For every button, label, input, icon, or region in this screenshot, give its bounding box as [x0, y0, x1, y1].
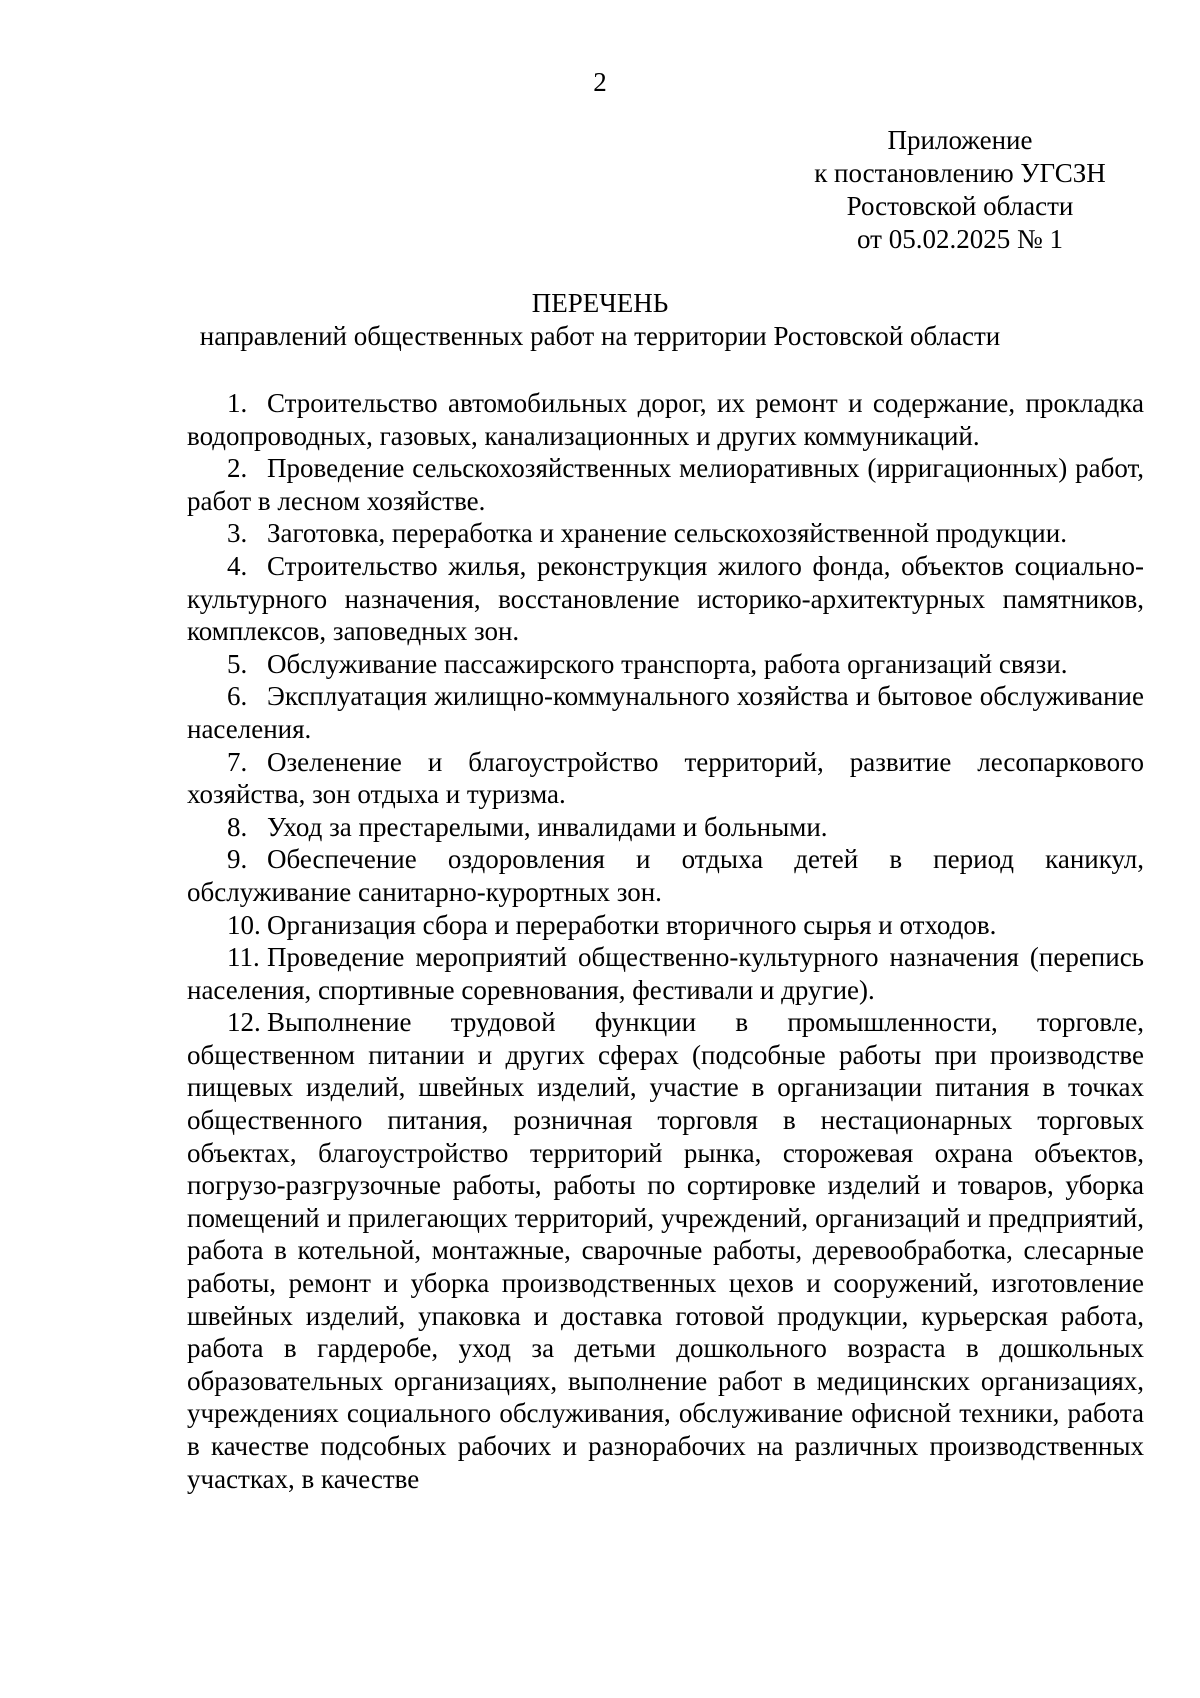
- list-item: [187, 843, 1144, 908]
- item-text: Обслуживание пассажирского транспорта, работа организаций связи.: [267, 648, 1068, 679]
- list-item: [187, 811, 1144, 844]
- item-number: 5.: [227, 648, 248, 679]
- item-number: 6.: [227, 681, 248, 712]
- appendix-line: к постановлению УГСЗН: [814, 158, 1106, 188]
- document-subtitle: направлений общественных работ на территории Ростовской области: [199, 321, 1001, 351]
- item-text: Организация сбора и переработки вторичного сырья и отходов.: [267, 909, 997, 940]
- item-text: Выполнение трудовой функции в промышленности, торговле, общественном питании и других сферах (подсобные работы при производстве пищевых изделий, швейных изделий, участие в организации питания в точках общественного питания, розничная торговля в нестационарных торговых объектах, благоустройство территорий рынка, сторожевая охрана объектов, погрузо-разгрузочные работы, работы по сортировке изделий и товаров, уборка помещений и прилегающих территорий, учреждений, организаций и предприятий, работа в котельной, монтажные, сварочные работы, деревообработка, слесарные работы, ремонт и уборка производственных цехов и сооружений, изготовление швейных изделий, упаковка и доставка готовой продукции, курьерская работа, работа в гардеробе, уход за детьми дошкольного возраста в дошкольных образовательных организациях, выполнение работ в медицинских организациях, учреждениях социального обслуживания, обслуживание офисной техники, работа в качестве подсобных рабочих и разнорабочих на различных производственных участках, в качестве: [187, 1007, 1144, 1494]
- list-item: [187, 680, 1144, 745]
- list-item: [187, 648, 1144, 681]
- appendix-block: [760, 124, 1160, 256]
- appendix-line: Ростовской области: [846, 191, 1074, 221]
- item-text: Озеленение и благоустройство территорий, развитие лесопаркового хозяйства, зон отдыха и туризма.: [187, 746, 1144, 810]
- item-text: Проведение мероприятий общественно-культурного назначения (перепись населения, спортивные соревнования, фестивали и другие).: [187, 942, 1144, 1005]
- item-number: 10.: [227, 909, 261, 940]
- item-number: 4.: [227, 550, 248, 581]
- item-text: Заготовка, переработка и хранение сельскохозяйственной продукции.: [267, 518, 1067, 549]
- appendix-line: Приложение: [887, 125, 1033, 155]
- item-number: 9.: [227, 844, 248, 875]
- item-text: Обеспечение оздоровления и отдыха детей в период каникул, обслуживание санитарно-курортных зон.: [187, 844, 1144, 907]
- list-item: [187, 517, 1144, 550]
- list-item: [187, 746, 1144, 811]
- item-text: Эксплуатация жилищно-коммунального хозяйства и бытовое обслуживание населения.: [187, 681, 1144, 744]
- item-number: 7.: [227, 746, 248, 777]
- list-item: [187, 550, 1144, 648]
- document-title: ПЕРЕЧЕНЬ: [531, 288, 669, 318]
- item-number: 12.: [227, 1007, 261, 1038]
- work-directions-list: [187, 387, 1144, 1495]
- item-number: 2.: [227, 453, 248, 484]
- list-item: [187, 1006, 1144, 1495]
- list-item: [187, 909, 1144, 942]
- item-number: 1.: [227, 388, 248, 418]
- item-number: 3.: [227, 518, 248, 549]
- item-text: Проведение сельскохозяйственных мелиоративных (ирригационных) работ, работ в лесном хозяйстве.: [187, 453, 1144, 516]
- item-text: Уход за престарелыми, инвалидами и больными.: [267, 811, 828, 842]
- item-number: 11.: [227, 942, 260, 973]
- item-text: Строительство жилья, реконструкция жилого фонда, объектов социально-культурного назначения, восстановление историко-архитектурных памятников, комплексов, заповедных зон.: [187, 550, 1144, 647]
- list-item: [187, 387, 1144, 452]
- item-text: Строительство автомобильных дорог, их ремонт и содержание, прокладка водопроводных, газовых, канализационных и других коммуникаций.: [187, 388, 1144, 451]
- page-number: 2: [593, 67, 607, 97]
- list-item: [187, 941, 1144, 1006]
- appendix-date-line: от 05.02.2025 № 1: [857, 224, 1063, 254]
- item-number: 8.: [227, 811, 248, 842]
- list-item: [187, 452, 1144, 517]
